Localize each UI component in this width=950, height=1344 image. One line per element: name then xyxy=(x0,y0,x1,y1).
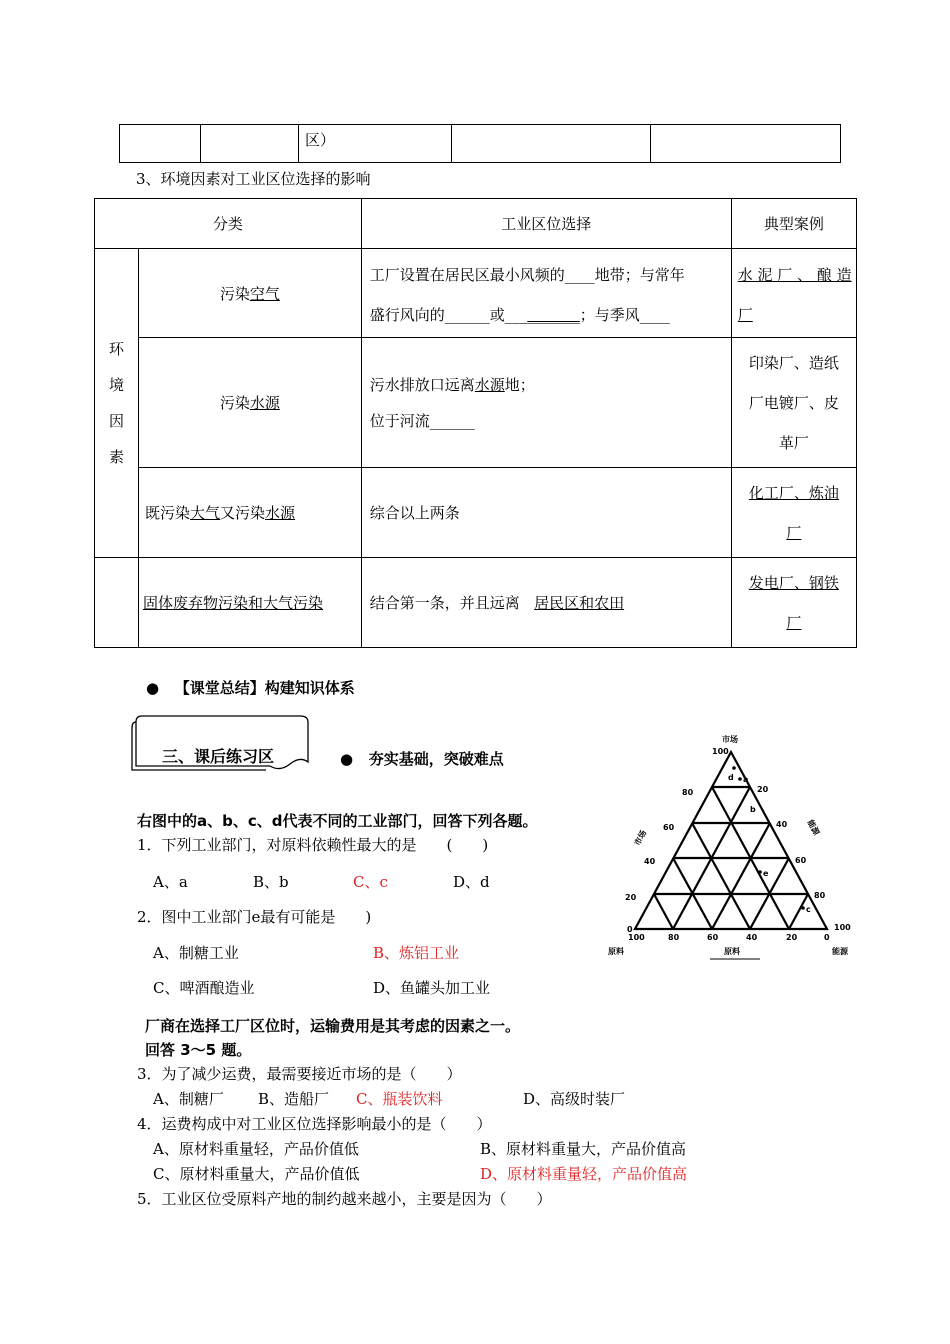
top-table-cell xyxy=(201,125,299,163)
q3-option-c: C、瓶装饮料 xyxy=(356,1090,443,1108)
bottom-tick: 80 xyxy=(668,933,680,942)
category-both xyxy=(139,468,362,558)
q4-option-a: A、原材料重量轻，产品价值低 xyxy=(153,1140,359,1158)
case-line: 厂 xyxy=(786,613,802,632)
choice-text: 污水排放口远离 xyxy=(369,375,475,394)
choice-water xyxy=(361,338,731,468)
choice-underlined: 水源 xyxy=(474,375,505,394)
point-c-label: c xyxy=(806,905,811,914)
right-tick: 60 xyxy=(795,856,807,865)
category-underlined: 水源 xyxy=(265,504,296,522)
q1-option-d: D、d xyxy=(453,873,490,891)
top-table-cell xyxy=(452,125,651,163)
right-side-label: 能源 xyxy=(805,818,822,837)
choice-air xyxy=(361,249,731,338)
category-underlined: 大气 xyxy=(190,504,221,522)
case-both xyxy=(731,468,856,558)
header-choice: 工业区位选择 xyxy=(361,199,731,249)
q1-option-b: B、b xyxy=(253,873,289,891)
case-line: 革厂 xyxy=(778,433,809,452)
case-solid xyxy=(731,558,856,648)
group-label xyxy=(95,249,139,558)
case-line: 厂电镀厂、皮 xyxy=(748,393,839,412)
top-value: 100 xyxy=(712,747,729,756)
point-d-label: d xyxy=(728,773,734,782)
bottom-tick: 20 xyxy=(786,933,798,942)
point-a-label: a xyxy=(743,775,749,784)
q1-option-a: A、a xyxy=(153,873,188,891)
case-line: 发电厂、钢铁 xyxy=(748,573,839,592)
choice-line xyxy=(370,367,723,403)
case-line: 厂 xyxy=(786,523,802,542)
category-underlined: 固体废弃物污染和大气污染 xyxy=(143,594,324,612)
bottom-tick: 0 xyxy=(824,933,830,942)
top-table-cell xyxy=(651,125,841,163)
top-label: 市场 xyxy=(722,735,738,744)
summary-text: 【课堂总结】构建知识体系 xyxy=(174,679,355,697)
left-tick: 60 xyxy=(663,823,675,832)
top-table xyxy=(119,124,841,163)
q2-option-a: A、制糖工业 xyxy=(153,944,239,962)
section3-heading: 3、环境因素对工业区位选择的影响 xyxy=(136,170,371,188)
choice-blank: _______ xyxy=(527,306,580,324)
bottom-tick: 100 xyxy=(628,933,645,942)
bottom-left-label: 原料 xyxy=(608,947,624,956)
group-label-char: 境 xyxy=(108,376,124,394)
case-water xyxy=(731,338,856,468)
choice-text: ；与季风____ xyxy=(579,306,670,324)
summary-line xyxy=(146,677,355,698)
case-air xyxy=(731,249,856,338)
choice-solid xyxy=(361,558,731,648)
bottom-center-label: 原料 xyxy=(724,947,740,956)
case-line: 水 泥 厂 、 酿 造 xyxy=(737,266,852,284)
q4-option-d: D、原材料重量轻，产品价值高 xyxy=(480,1165,688,1183)
q4-stem: 4．运费构成中对工业区位选择影响最小的是（ ） xyxy=(137,1115,492,1133)
header-category: 分类 xyxy=(95,199,362,249)
category-text: 污染 xyxy=(219,394,250,412)
right-tick: 100 xyxy=(834,923,851,932)
case-line: 化工厂、炼油 xyxy=(748,483,839,502)
bottom-right-label: 能源 xyxy=(832,947,848,956)
transport-intro-1: 厂商在选择工厂区位时，运输费用是其考虑的因素之一。 xyxy=(145,1017,521,1035)
top-table-cell xyxy=(299,125,452,163)
industry-triangle-diagram xyxy=(600,730,858,962)
choice-line xyxy=(370,295,723,335)
q2-option-c: C、啤酒酿造业 xyxy=(153,979,255,997)
q2-option-d: D、鱼罐头加工业 xyxy=(373,979,491,997)
q4-option-c: C、原材料重量大，产品价值低 xyxy=(153,1165,360,1183)
top-table-cell xyxy=(120,125,201,163)
q5-stem: 5．工业区位受原料产地的制约越来越小，主要是因为（ ） xyxy=(137,1190,552,1208)
bullet-icon: ● xyxy=(340,750,354,768)
q3-option-d: D、高级时装厂 xyxy=(523,1090,626,1108)
choice-both: 综合以上两条 xyxy=(361,468,731,558)
category-text: 既污染 xyxy=(145,504,191,522)
left-tick: 40 xyxy=(644,857,656,866)
practice-banner-title: 三、课后练习区 xyxy=(162,747,275,766)
group-label-empty xyxy=(95,558,139,648)
q2-stem: 2．图中工业部门e最有可能是 ) xyxy=(137,908,372,926)
category-water xyxy=(139,338,362,468)
category-text: 污染 xyxy=(219,284,250,303)
intro-line: 右图中的a、b、c、d代表不同的工业部门，回答下列各题。 xyxy=(137,812,538,830)
bottom-tick: 40 xyxy=(746,933,758,942)
choice-text: 结合第一条，并且远离 xyxy=(369,594,520,612)
left-tick: 0 xyxy=(627,925,633,934)
left-tick: 80 xyxy=(682,788,694,797)
consolidate-line xyxy=(340,748,504,769)
choice-line: 工厂设置在居民区最小风频的____地带；与常年 xyxy=(369,266,685,284)
transport-intro-2: 回答 3～5 题。 xyxy=(145,1041,252,1059)
top-table-text: 区） xyxy=(305,131,336,149)
q1-stem: 1．下列工业部门，对原料依赖性最大的是 ( ) xyxy=(137,836,489,854)
choice-text: 地； xyxy=(504,375,535,394)
group-label-char: 环 xyxy=(108,340,124,358)
left-side-label: 市场 xyxy=(632,828,649,848)
case-line: 印染厂、造纸 xyxy=(748,353,839,372)
choice-line: 位于河流______ xyxy=(369,411,475,430)
bullet-icon: ● xyxy=(146,679,160,697)
right-tick: 80 xyxy=(814,891,826,900)
q2-option-b: B、炼铝工业 xyxy=(373,944,460,962)
choice-underlined: 居民区和农田 xyxy=(534,594,625,612)
bottom-tick: 60 xyxy=(707,933,719,942)
q1-option-c: C、c xyxy=(353,873,388,891)
consolidate-text: 夯实基础，突破难点 xyxy=(368,750,504,768)
q4-option-b: B、原材料重量大，产品价值高 xyxy=(480,1140,687,1158)
category-text: 又污染 xyxy=(220,504,266,522)
header-case: 典型案例 xyxy=(731,199,856,249)
category-solid xyxy=(139,558,362,648)
point-b-label: b xyxy=(750,805,756,814)
right-tick: 20 xyxy=(757,785,769,794)
category-underlined: 水源 xyxy=(249,394,280,412)
group-label-char: 因 xyxy=(108,412,124,430)
q3-stem: 3．为了减少运费，最需要接近市场的是（ ） xyxy=(137,1065,462,1083)
q3-option-b: B、造船厂 xyxy=(258,1090,330,1108)
q3-option-a: A、制糖厂 xyxy=(153,1090,224,1108)
choice-text: 盛行风向的______或___ xyxy=(369,306,528,324)
env-table xyxy=(94,198,857,648)
case-line: 厂 xyxy=(737,306,753,324)
category-air xyxy=(139,249,362,338)
point-e-label: e xyxy=(763,869,769,878)
right-tick: 40 xyxy=(776,820,788,829)
group-label-char: 素 xyxy=(108,448,124,466)
category-underlined: 空气 xyxy=(249,284,280,303)
left-tick: 20 xyxy=(625,893,637,902)
